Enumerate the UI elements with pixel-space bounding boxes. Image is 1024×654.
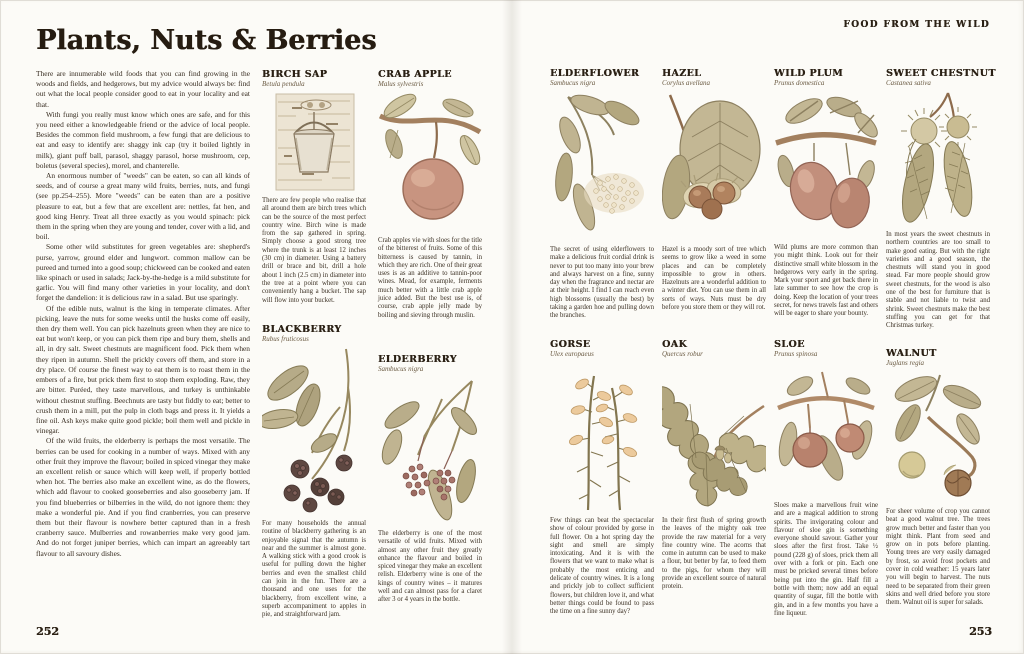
page-title: Plants, Nuts & Berries [36, 25, 377, 56]
entry-birch-sap [262, 69, 366, 316]
entry-description: Few things can beat the spectacular show of colour provided by gorse in full flower. On a hot spring day the sight and smell are simply intoxicating. And it is with the flowers that we want to make what is probably the most enticing and delicate of country wines. It is a long and prickly job to collect sufficient flowers, but children love it, and what better things could be found to pass the time on a fine sunny day? [550, 517, 654, 616]
entry-column-5 [774, 68, 878, 626]
entry-description: Hazel is a moody sort of tree which seems to grow like a weed in some places and can be completely impossible to grow in others. Hazelnuts are a wonderful addition to a winter diet. You can use them in all sorts of ways. Nuts must be dry before you store them or they will rot. [662, 246, 766, 312]
entry-column-2 [378, 69, 482, 628]
entry-sweet-chestnut [886, 68, 996, 340]
entry-description: The secret of using elderflowers to make a delicious fruit cordial drink is never to put too many into your brew and always harvest on a fine, sunny day when the fragrance and nectar are at their height. I find I can reach even high blossoms (usually the best) by taking a garden hoe and pulling down the branches. [550, 246, 654, 320]
entry-title: BIRCH SAP [262, 69, 328, 80]
entry-latin-name: Sambucus nigra [550, 79, 596, 87]
elderberry-illustration [378, 377, 482, 525]
entry-walnut [886, 348, 990, 608]
entry-description: Crab apples vie with sloes for the title of the bitterest of fruits. Some of this bitterness is caused by tannin, in which they are rich. One of their great uses is as an additive to tannin-poor wines. Mead, for example, ferments much better with a little crab apple juice added. But the best use is, of course, crab apple jelly made by boiling and sieving through muslin. [378, 237, 482, 319]
running-head: FOOD FROM THE WILD [843, 20, 990, 30]
entry-description: There are few people who realise that all around them are birch trees which can be the source of the most perfect country wine. Birch wine is made from the sap gathered in spring. Simply choose a good strong tree where the trunk is at least 12 inches (30 cm) in diameter. Using a battery drill or brace and bit, drill a hole about 1 inch (2.5 cm) in diameter into the tree at a point where you can conveniently hang a bucket. The sap will flow into your bucket. [262, 197, 366, 304]
article-text-column [36, 69, 250, 628]
entry-title: CRAB APPLE [378, 69, 452, 80]
entry-description: For sheer volume of crop you cannot beat a good walnut tree. The trees grow much better and faster than you might think. Plant from seed and grow on in pots before planting. Young trees are very easily damaged by frost, so avoid frost pockets and cover in cold weather: 15 years later you will begin to harvest. The nuts need to be separated from their green skins and well dried before you store them. Walnut oil is super for salads. [886, 508, 990, 607]
entry-title: OAK [662, 339, 688, 350]
entry-latin-name: Sambucus nigra [378, 365, 424, 373]
entry-description: Wild plums are more common than you might think. Look out for their distinctive small white blossom in the hedgerows very early in the spring. Mark your sport and get back there in late summer to see how the crop is doing. Keep the location of your trees secret, for news travels fast and others will be eager to share your bounty. [774, 244, 878, 318]
entry-title: BLACKBERRY [262, 324, 342, 335]
entry-column-4 [662, 68, 766, 626]
entry-latin-name: Prunus spinosa [774, 350, 818, 358]
entry-description: For many households the annual routine of blackberry gathering is an enjoyable signal that the autumn is near and the summer is almost gone. A walking stick with a good crook is useful for pulling down the higher berries and even the smallest child can join in the fun. There are a thousand and one uses for the blackberry, from excellent wine, a superb accompaniment to apples in pie, and straightforward jam. [262, 520, 366, 619]
hazel-illustration [662, 91, 766, 241]
entry-latin-name: Quercus robur [662, 350, 703, 358]
elderflower-illustration [550, 91, 654, 241]
entry-column-1 [262, 69, 366, 628]
entry-latin-name: Rubus fruticosus [262, 335, 309, 343]
sweet-chestnut-illustration [886, 91, 990, 226]
entry-description: The elderberry is one of the most versatile of wild fruits. Mixed with almost any other fruit they greatly enhance the flavour and boiled in spiced vinegar they make an excellent relish. Elderberry wine is one of the kings of country wines – it matures well and can almost pass for a claret after 3 or 4 years in the bottle. [378, 530, 482, 604]
sloe-illustration [774, 362, 878, 497]
entry-description: In their first flush of spring growth the leaves of the mighty oak tree provide the raw material for a very fine country wine. The acorns that come in autumn can be used to make a flour, but better by far, to feed them to the pigs, for whom they will provide an excellent source of natural protein. [662, 517, 766, 591]
gorse-illustration [550, 362, 654, 512]
article-paragraph: With fungi you really must know which ones are safe, and for this you need either a knowledgeable friend or the advice of local people. Besides the common field mushroom, a few fungi that are delicious to eat and easy to identify are: shaggy ink cap (try it boiled lightly in milk), giant puff ball, parasol, shaggy parasol, horse mushroom, cep, boletus (several species), morel, and chanterelle. [36, 109, 250, 170]
entry-description: In most years the sweet chestnuts in northern countries are too small to make good eating. But with the right varieties and a good season, the chestnuts will stand you in good stead. Far more people should grow sweet chestnuts, for the wood is also one of the best for furniture that is stable and not liable to twist and shrink. Sweet chestnuts make the best stuffing you can get for that Christmas turkey. [886, 231, 990, 330]
right-page [512, 0, 1024, 654]
entry-title: SWEET CHESTNUT [886, 68, 996, 79]
entry-title: SLOE [774, 339, 805, 350]
entry-latin-name: Prunus domestica [774, 79, 825, 87]
entry-crab-apple [378, 69, 482, 346]
entry-latin-name: Castanea sativa [886, 79, 931, 87]
entry-title: WALNUT [886, 348, 937, 359]
birch-sap-illustration [262, 92, 366, 192]
walnut-illustration [886, 371, 990, 503]
article-paragraph: Some other wild substitutes for green vegetables are: shepherd's purse, yarrow, ground elder and lungwort. common mallow can be pureed and turned into a good soup; chickweed can be cooked and eaten like spinach or used in salads; Jack-by-the-hedge is a mild substitute for garlic. You will find many other varieties in your locality, and don't forget the dandelion: it is delicious raw in a salad. But use sparingly. [36, 242, 250, 303]
entry-latin-name: Ulex europaeus [550, 350, 594, 358]
entry-sloe [774, 339, 878, 618]
entry-hazel [662, 68, 766, 331]
entry-title: ELDERFLOWER [550, 68, 640, 79]
entry-column-6 [886, 68, 996, 626]
entry-description: Sloes make a marvellous fruit wine and are a magical addition to strong spirits. The invigorating colour and flavour of sloe gin is something everyone should savour. Gather your sloes after the first frost. Take ½ pound (228 g) of sloes, prick them all over with a fork or pin. Each one must be pricked several times before being put into the gin. Half fill a bottle with them; now add an equal quantity of sugar, fill the bottle with gin, and in a few months you have a fine liqueur. [774, 502, 878, 617]
entry-wild-plum [774, 68, 878, 331]
entry-elderberry [378, 354, 482, 605]
article-paragraph: Of the wild fruits, the elderberry is perhaps the most versatile. The berries can be used for cooking in a number of ways. Mixed with any other fruit they improve the flavour; boiled in spiced vinegar they make an excellent relish or sauce which will keep well, if properly bottled when hot. The berries also make an excellent wine, as do the flowers, which add flavour to cooked gooseberries and also gooseberry jam. If you find blueberries or bilberries in the wild, do not ignore them: they make a wonderful pie. And if you find cranberries, you can preserve them but their flavour is nowhere better captured than in a fresh cranberry sauce. Mulberries and rowanberries make very good jam. And do not forget juniper berries, which can impart an agreeably tart flavour to all savoury dishes. [36, 436, 250, 558]
page-number-left: 252 [36, 625, 59, 638]
article-paragraph: There are innumerable wild foods that you can find growing in the woods and fields, and hedgerows, but my advice would always be: find out what the local people consider good to eat in your locality and eat that. [36, 69, 250, 109]
entry-blackberry [262, 324, 366, 620]
entry-latin-name: Juglans regia [886, 359, 925, 367]
entry-latin-name: Betula pendula [262, 80, 305, 88]
entry-title: HAZEL [662, 68, 702, 79]
entry-elderflower [550, 68, 654, 331]
entry-title: GORSE [550, 339, 591, 350]
entry-title: ELDERBERRY [378, 354, 457, 365]
article-paragraph: Of the edible nuts, walnut is the king in temperate climates. After picking, leave the nuts for some weeks until the husks come off easily, then dry them well. You can pick hazelnuts green when they are nice to eat but won't keep, or you can pick them ripe and bury them, shells and all, in dry salt. Sweet chestnuts are magnificent food. Pick them when they ripen in autumn. Shell the prickly covers off them, and store in a dry place. Of course the finest way to eat them is to roast them in the embers of a fire, but prick them first to stop them exploding. Raw, they are bitter. Puréed, they taste marvellous, and turkey is unthinkable without chestnut stuffing. Beechnuts are tasty but fiddly to eat; better to crush them in a mill, put the pulp in cloth bags and press it. It yields a fine oil. Ash keys make quite good pickle; boil them well and pickle in vinegar. [36, 303, 250, 436]
blackberry-illustration [262, 347, 366, 515]
crab-apple-illustration [378, 92, 482, 232]
page-number-right: 253 [969, 625, 992, 638]
article-paragraph: An enormous number of "weeds" can be eaten, so can all kinds of seeds, and of course a great many wild fruits, berries, nuts, and fungi (see pp.254–255). More "weeds" can be eaten than are a positive pleasure to eat, but a few that are excellent are: nettles, fat hen, and good king Henry. Treat all three exactly as you would spinach: pick them in the spring when they are young and tender, cover with a lid, and boil. [36, 171, 250, 242]
entry-gorse [550, 339, 654, 617]
entry-column-3 [550, 68, 654, 626]
wild-plum-illustration [774, 91, 878, 239]
entry-title: WILD PLUM [774, 68, 844, 79]
oak-illustration [662, 362, 766, 512]
entry-latin-name: Corylus avellana [662, 79, 711, 87]
entry-latin-name: Malus sylvestris [378, 80, 424, 88]
entry-oak [662, 339, 766, 592]
